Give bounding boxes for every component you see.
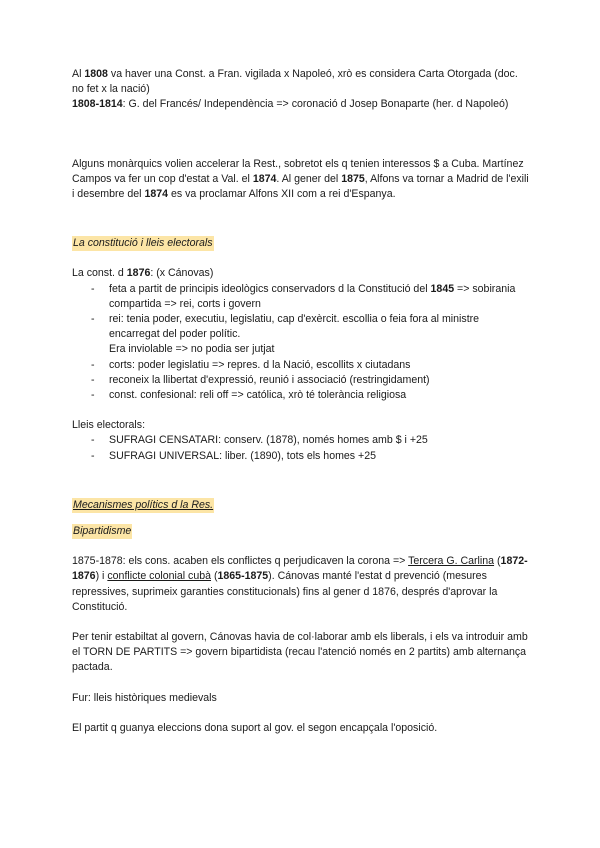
text: Era inviolable => no podia ser jutjat [109, 343, 275, 356]
list-item: - corts: poder legislatiu => repres. d la Nació, escollits x ciutadans [72, 358, 530, 373]
underlined-term: conflicte colonial cubà [107, 570, 212, 583]
list-item: - const. confesional: reli off => católica, xrò té tolerància religiosa [72, 388, 530, 403]
constitution-intro [72, 266, 530, 281]
bipartidisme-paragraph-2: Per tenir estabiltat al govern, Cánovas havia de col·laborar amb els liberals, i els va introduir amb el TORN DE PARTITS => govern bipartidista (recau l'atenció només en 2 partits) amb alternança pactada. [72, 631, 528, 674]
text: Al [72, 68, 85, 80]
list-item [72, 282, 530, 312]
year: 1874 [144, 188, 169, 201]
section-heading-mechanisms: Mecanismes polítics d la Res. [72, 498, 214, 513]
text: => sobirania compartida => rei, corts i govern [109, 282, 516, 310]
underlined-term: Tercera G. Carlina [408, 555, 495, 568]
text: rei: tenia poder, executiu, legislatiu, cap d'exèrcit. escollia o feia fora al ministre encarregat del poder polític. [109, 313, 480, 341]
intro-paragraph-1 [72, 67, 530, 97]
list-item [72, 312, 530, 358]
list-item: - SUFRAGI CENSATARI: conserv. (1878), només homes amb $ i +25 [72, 433, 530, 448]
text: : G. del Francés/ Independència => coronació d Josep Bonaparte (her. d Napoleó) [122, 98, 509, 111]
text: 1875-1878: els cons. acaben els conflictes q perjudicaven la corona => [72, 555, 409, 568]
constitution-list [72, 282, 530, 404]
year: 1808 [84, 68, 108, 80]
intro-paragraph-2 [72, 97, 530, 112]
list-item: - reconeix la llibertat d'expressió, reunió i associació (restringidament) [72, 373, 530, 388]
bipartidisme-paragraph-3: El partit q guanya eleccions dona suport al gov. el segon encapçala l'oposició. [72, 721, 438, 734]
text: La const. d [72, 267, 127, 280]
text: ) i [95, 570, 108, 583]
list-item: - SUFRAGI UNIVERSAL: liber. (1890), tots els homes +25 [72, 449, 530, 464]
subheading-bipartidisme: Bipartidisme [72, 524, 132, 539]
year-range: 1808-1814 [72, 98, 123, 111]
text: , Alfons va tornar a Madrid de l'exili i desembre del [72, 172, 529, 201]
text: es va proclamar Alfons XII com a rei d'Espanya. [168, 188, 396, 201]
year: 1876 [126, 267, 151, 280]
bipartidisme-paragraph-1 [72, 554, 530, 615]
text: ( [211, 570, 218, 583]
year: 1845 [430, 282, 455, 295]
text: : (x Cánovas) [150, 267, 214, 280]
year: 1875 [341, 172, 365, 185]
text: feta a partit de principis ideològics conservadors d la Constitució del [109, 282, 431, 295]
electoral-laws-list [72, 433, 530, 463]
year-range: 1865-1875 [217, 570, 269, 583]
text: Alguns monàrquics volien accelerar la Rest., sobretot els q tenien interessos $ a Cuba. Martínez Campos va fer un cop d'estat a Val. el [72, 157, 524, 185]
electoral-laws-title: Lleis electorals: [72, 419, 146, 432]
text: va haver una Const. a Fran. vigilada x Napoleó, xrò es considera Carta Otorgada (doc. no fet x la nació) [72, 68, 518, 96]
text: ( [494, 555, 501, 568]
year-range: 1872-1876 [72, 555, 528, 583]
restoration-paragraph [72, 157, 530, 203]
text: . Al gener del [276, 172, 342, 185]
document-page [72, 67, 530, 736]
section-heading-constitution: La constitució i lleis electorals [72, 236, 214, 251]
fur-definition: Fur: lleis històriques medievals [72, 691, 217, 704]
text: ). Cánovas manté l'estat d prevenció (mesures repressives, suprimeix garanties constitucionals) fins al gener d 1876, després d'aprovar la Constitució. [72, 570, 498, 613]
year: 1874 [252, 172, 277, 185]
